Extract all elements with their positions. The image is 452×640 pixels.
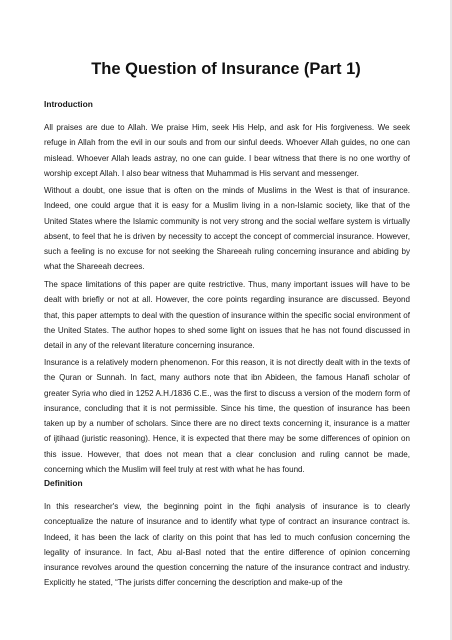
section-heading-introduction: Introduction bbox=[44, 99, 93, 109]
paragraph-modern-phenomenon: Insurance is a relatively modern phenomenon. For this reason, it is not directly dealt with in the texts of the Quran or Sunnah. In fact, many authors note that ibn Abideen, the famous Hanafi scholar of greater Syria who died in 1252 A.H./1836 C.E., was the first to discuss a version of the modern form of insurance, concluding that it is not permissible. Since his time, the question of insurance has been taken up by a number of scholars. Since there are no direct texts concerning it, insurance is a matter of ijtihaad (juristic reasoning). Hence, it is expected that there may be some differences of opinion on this issue. However, that does not mean that a clear conclusion and ruling cannot be made, concerning which the Muslim will feel truly at rest with what he has found. bbox=[44, 358, 410, 475]
paragraph-space-limitations: The space limitations of this paper are quite restrictive. Thus, many important issues will have to be dealt with briefly or not at all. However, the core points regarding insurance are discussed. Beyond that, this paper attempts to deal with the question of insurance within the specific social environment of the United States. The author hopes to shed some light on issues that he has not found discussed in detail in any of the relevant literature concerning insurance. bbox=[44, 280, 410, 351]
paragraph-praise: All praises are due to Allah. We praise Him, seek His Help, and ask for His forgiveness. We seek refuge in Allah from the evil in our souls and from our sinful deeds. Whoever Allah guides, no one can mislead. Whoever Allah leads astray, no one can guide. I bear witness that there is no one worthy of worship except Allah. I also bear witness that Muhammad is His servant and messenger. bbox=[44, 123, 410, 178]
paragraph-definition: In this researcher's view, the beginning point in the fiqhi analysis of insurance is to clearly conceptualize the nature of insurance and to identify what type of contract an insurance contract is. Indeed, it has been the lack of clarity on this point that has led to much confusion concerning the legality of insurance. In fact, Abu al-Basl noted that the entire difference of opinion concerning insurance revolves around the question concerning the nature of the insurance contract and industry. Explicitly he stated, “The jurists differ concerning the description and make-up of the bbox=[44, 502, 410, 588]
section-heading-definition: Definition bbox=[44, 478, 83, 488]
paragraph-insurance-in-west: Without a doubt, one issue that is often on the minds of Muslims in the West is that of insurance. Indeed, one could argue that it is easy for a Muslim living in a non-Islamic society, like that of the United States where the Islamic community is not very strong and the social welfare system is virtually absent, to feel that he is driven by necessity to accept the concept of commercial insurance. However, such a feeling is no excuse for not seeking the Shareeah ruling concerning insurance and abiding by what the Shareeah decrees. bbox=[44, 186, 410, 272]
document-title: The Question of Insurance (Part 1) bbox=[91, 60, 361, 78]
